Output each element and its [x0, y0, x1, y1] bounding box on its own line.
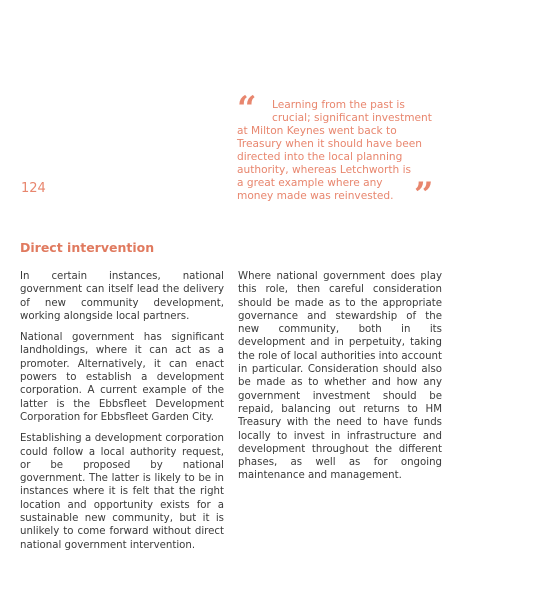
right-column: [238, 270, 442, 491]
paragraph: National government has significant landholdings, where it can act as a promoter. Alternatively, it can enact powers to establish a development corporation. A current example of the latter is the Ebbsfleet Development Corporation for Ebbsfleet Garden City.: [20, 332, 224, 423]
quote-close-mark: ”: [414, 175, 434, 215]
pull-quote-line: Learning from the past is: [272, 99, 405, 111]
pull-quote-line: Treasury when it should have been: [237, 138, 423, 150]
left-column: [20, 270, 224, 560]
paragraph: Establishing a development corporation could follow a local authority request, or be proposed by national government. The latter is likely to be in instances where it is felt that the right location and opportunity exists for a sustainable new community, but it is unlikely to come forward without direct national government intervention.: [20, 433, 224, 551]
paragraph: Where national government does play this role, then careful consideration should be made as to the appropriate governance and stewardship of the new community, both in its development and in perpetuity, taking the role of local authorities into account in particular. Consideration should also be made as to whether and how any government investment should be repaid, balancing out returns to HM Treasury with the need to have funds locally to invest in infrastructure and development throughout the different phases, as well as for ongoing maintenance and management.: [238, 271, 442, 482]
pull-quote-line: money made was reinvested.: [237, 190, 394, 202]
page-number: 124: [21, 181, 46, 196]
paragraph: In certain instances, national government can itself lead the delivery of new community development, working alongside local partners.: [20, 271, 224, 322]
section-heading: Direct intervention: [20, 240, 155, 255]
quote-open-mark: “: [237, 89, 257, 129]
pull-quote-line: crucial; significant investment: [272, 112, 432, 124]
pull-quote-line: authority, whereas Letchworth is: [237, 164, 412, 176]
pull-quote-line: directed into the local planning: [237, 151, 403, 163]
pull-quote-line: a great example where any: [237, 177, 383, 189]
pull-quote-line: at Milton Keynes went back to: [237, 125, 397, 137]
